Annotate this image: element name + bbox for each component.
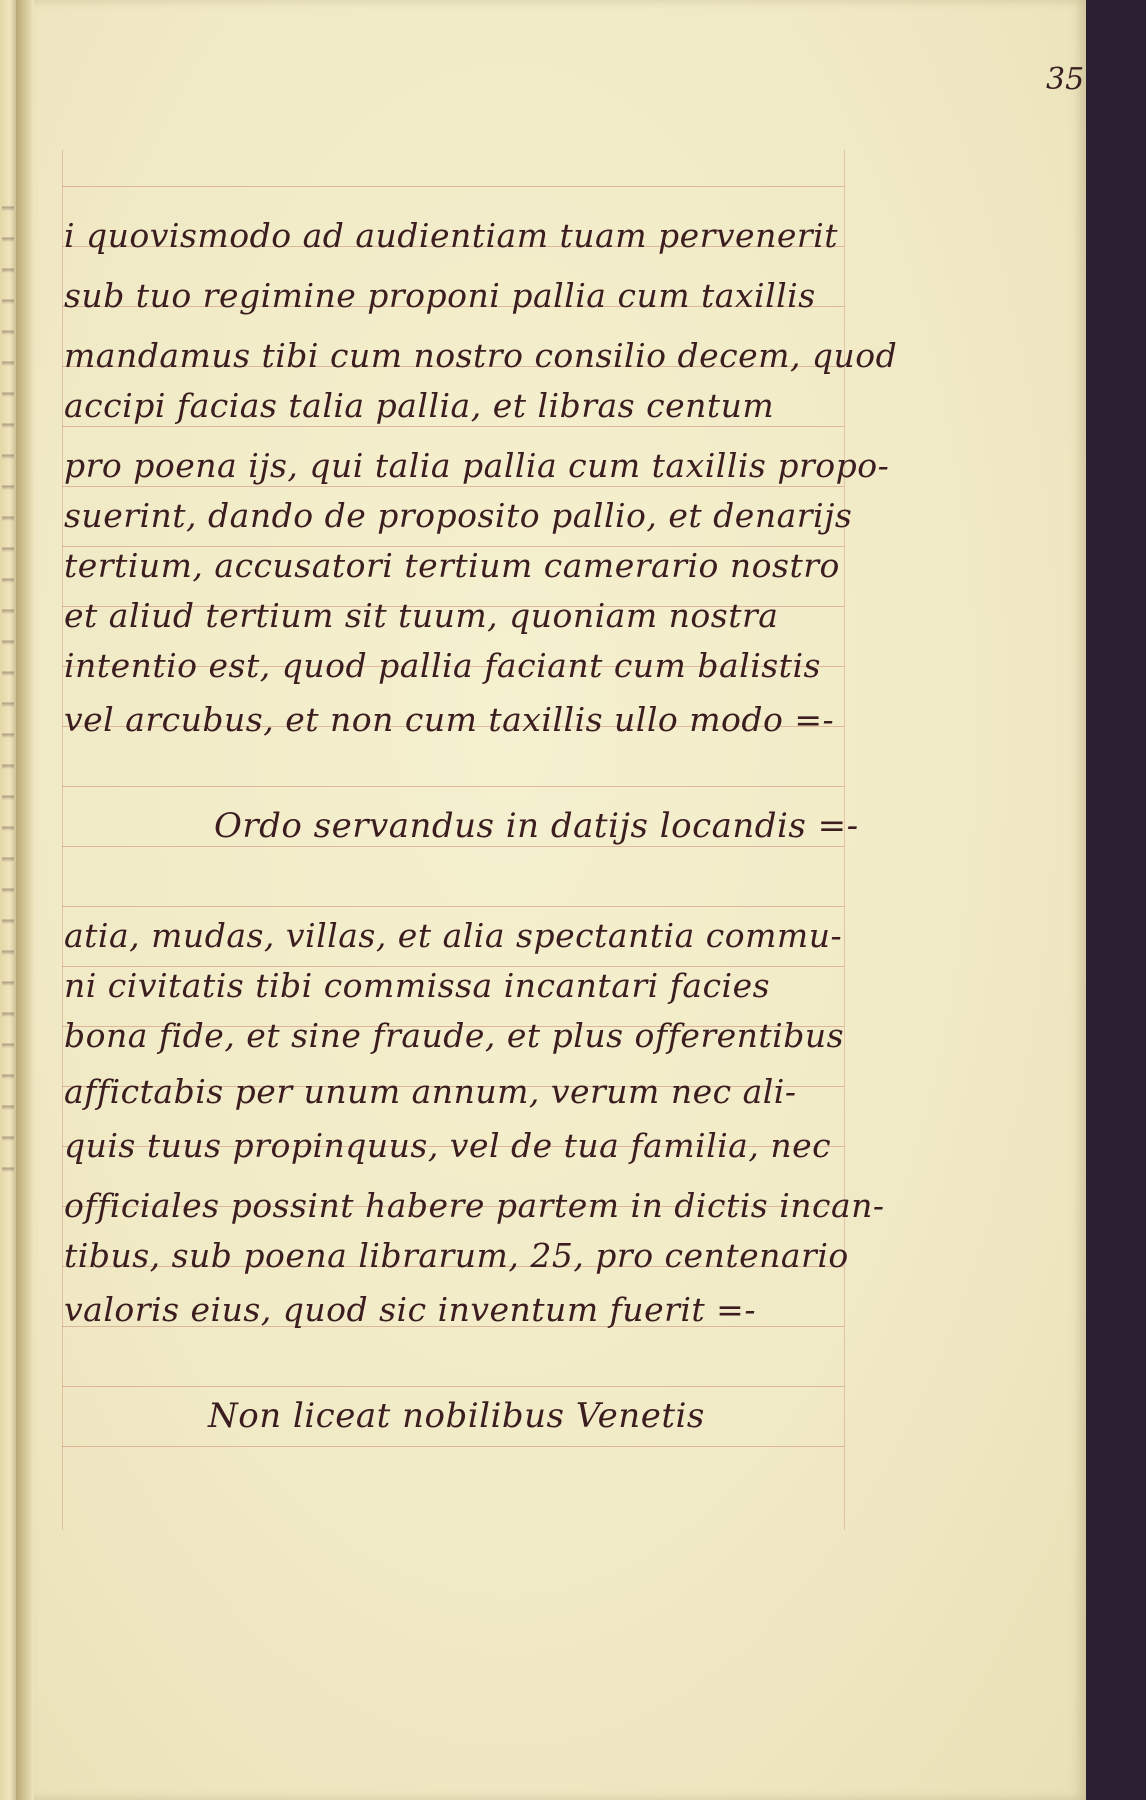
text-line: intentio est, quod pallia faciant cum balistis [64, 646, 821, 685]
text-line: ni civitatis tibi commissa incantari facies [64, 966, 771, 1005]
ruling-margin-left [62, 150, 63, 1530]
text-line: pro poena ijs, qui talia pallia cum taxillis propo- [64, 446, 890, 485]
text-line: tibus, sub poena librarum, 25, pro centenario [64, 1236, 849, 1275]
text-line: et aliud tertium sit tuum, quoniam nostra [64, 596, 779, 635]
ruling-line [62, 426, 844, 427]
text-line: i quovismodo ad audientiam tuam pervenerit [64, 216, 838, 255]
adjacent-page-ink-marks [2, 180, 14, 1180]
page-gutter [16, 0, 34, 1800]
text-line: sub tuo regimine proponi pallia cum taxillis [64, 276, 816, 315]
text-line: quis tuus propinquus, vel de tua familia, nec [64, 1126, 832, 1165]
section-heading: Non liceat nobilibus Venetis [208, 1396, 705, 1436]
text-line: vel arcubus, et non cum taxillis ullo modo =- [64, 700, 835, 739]
text-line: atia, mudas, villas, et alia spectantia commu- [64, 916, 843, 955]
ruling-line [62, 1386, 844, 1387]
text-line: affictabis per unum annum, verum nec ali- [64, 1072, 797, 1111]
ruling-line [62, 1446, 844, 1447]
adjacent-page-edge [0, 0, 16, 1800]
text-line: suerint, dando de proposito pallio, et denarijs [64, 496, 853, 535]
text-line: officiales possint habere partem in dictis incan- [64, 1186, 885, 1225]
text-line: valoris eius, quod sic inventum fuerit =- [64, 1290, 756, 1329]
text-line: mandamus tibi cum nostro consilio decem, quod [64, 336, 898, 375]
section-heading: Ordo servandus in datijs locandis =- [214, 806, 859, 846]
text-line: accipi facias talia pallia, et libras centum [64, 386, 775, 425]
ruling-lines [34, 0, 1086, 1800]
ruling-line [62, 486, 844, 487]
text-line: bona fide, et sine fraude, et plus offerentibus [64, 1016, 845, 1055]
ruling-line [62, 786, 844, 787]
ruling-line [62, 846, 844, 847]
ruling-line [62, 906, 844, 907]
text-line: tertium, accusatori tertium camerario nostro [64, 546, 840, 585]
manuscript-page [34, 0, 1086, 1800]
ruling-line [62, 186, 844, 187]
folio-number: 35 [1046, 62, 1085, 97]
